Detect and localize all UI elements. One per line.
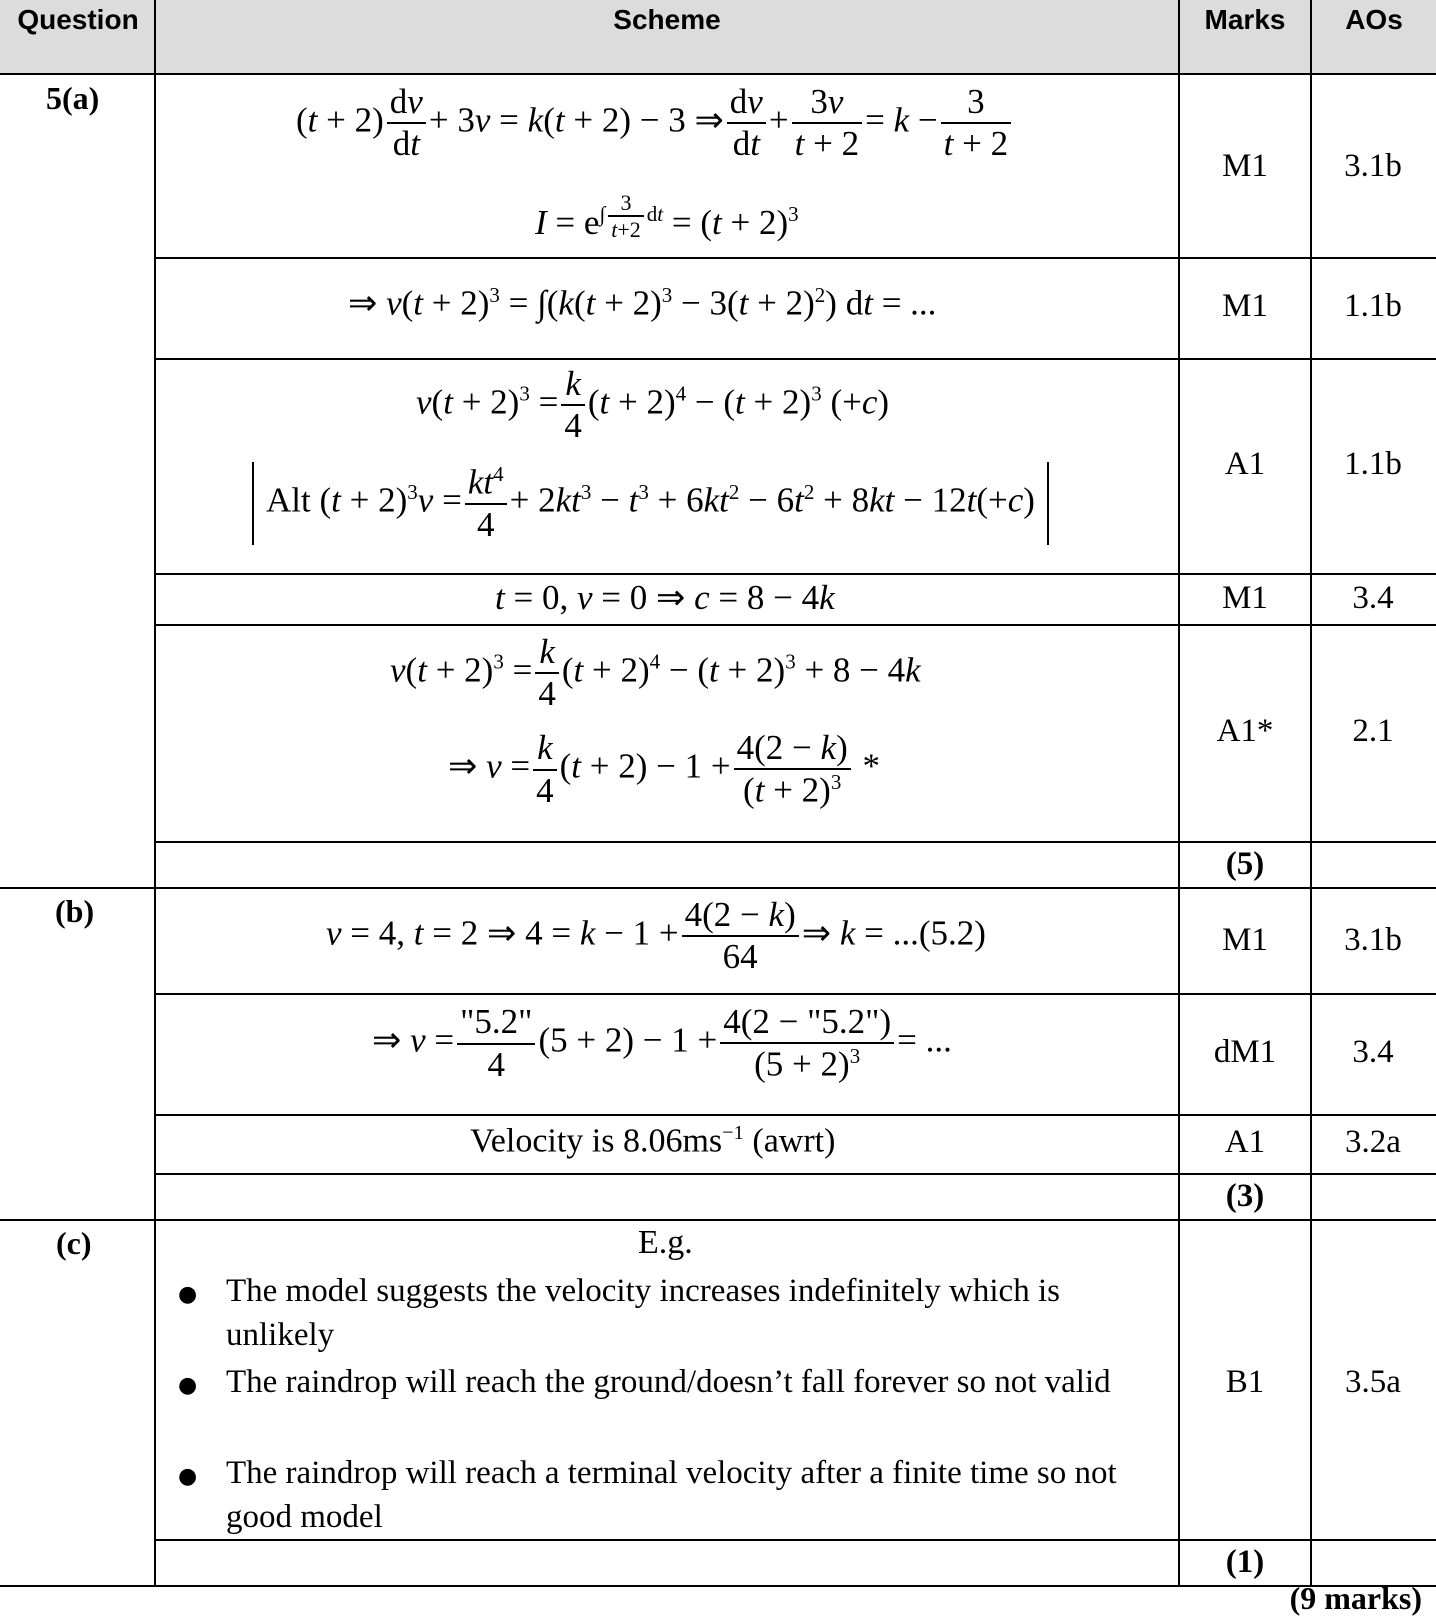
grid-line: [154, 1539, 1436, 1541]
equation-a4: t = 0, v = 0 ⇒ c = 8 − 4k: [495, 578, 835, 617]
equation-a3-line1: $v(t + 2)^3$ = $\frac{k}{4}$ $(t + 2)^4 - (t + 2)^3$ (+c): [416, 364, 890, 446]
subtotal-c: (1): [1225, 1544, 1265, 1580]
grid-line: [154, 993, 1436, 995]
equation-b2: ⇒ v = $\frac{"5.2"}{4}$ (5 + 2) − 1 + $\frac{4(2 - "5.2")}{(5 + 2)^3}$ = ...: [372, 1002, 952, 1084]
bullet-icon: ●: [178, 1282, 198, 1307]
grid-line: [154, 0, 156, 1586]
header-question: Question: [0, 0, 156, 74]
equation-a5-line2: ⇒ v = $\frac{k}{4}$ (t + 2) − 1 + $\frac{4(2 - k)}{(t + 2)^3}$ *: [448, 728, 880, 810]
ao-a-row4: 3.4: [1352, 580, 1394, 616]
mark-a-row5: A1*: [1216, 713, 1274, 749]
velocity-note: (awrt): [743, 1122, 836, 1160]
grid-line: [0, 1585, 1436, 1587]
velocity-result: [470, 1122, 835, 1160]
question-label-5a: 5(a): [46, 80, 100, 116]
equation-a3-alt: Alt $(t + 2)^3v$ = $\frac{kt^4}{4}$ + $2kt^3 - t^3 + 6kt^2 - 6t^2 + 8kt - 12t(+c)$: [252, 462, 1049, 545]
grid-line: [0, 1219, 1436, 1221]
mark-b-row2: dM1: [1213, 1034, 1277, 1070]
grid-line: [1310, 0, 1312, 1586]
mark-a-row2: M1: [1222, 288, 1268, 324]
subtotal-b: (3): [1225, 1178, 1265, 1214]
grid-line: [154, 1114, 1436, 1116]
question-label-b: (b): [55, 893, 95, 929]
velocity-text: Velocity is 8.06ms: [470, 1122, 723, 1160]
ao-b-row2: 3.4: [1352, 1034, 1394, 1070]
grid-line: [1178, 0, 1180, 1586]
header-marks: Marks: [1180, 0, 1310, 74]
grid-line: [0, 887, 1436, 889]
bullet-text: The model suggests the velocity increases indefinitely which is unlikely: [226, 1273, 1060, 1353]
subtotal-a: (5): [1225, 846, 1265, 882]
bullet-text: The raindrop will reach a terminal velocity after a finite time so not good model: [226, 1455, 1117, 1535]
equation-b1: v = 4, t = 2 ⇒ 4 = k − 1 + $\frac{4(2 - k)}{64}$ ⇒ k = ...(5.2): [326, 895, 986, 977]
question-label-c: (c): [56, 1225, 92, 1261]
grid-line: [154, 573, 1436, 575]
ao-a-row5: 2.1: [1352, 713, 1394, 749]
mark-c-row1: B1: [1225, 1364, 1265, 1400]
ao-c-row1: 3.5a: [1345, 1364, 1401, 1400]
grid-line: [154, 841, 1436, 843]
equation-a1-line2: $I = e^{\int \frac{3}{t+2} dt} = (t + 2)^3$: [535, 190, 799, 243]
mark-a-row4: M1: [1222, 580, 1268, 616]
grid-line: [154, 257, 1436, 259]
ao-b-row1: 3.1b: [1344, 922, 1402, 958]
ao-a-row1: 3.1b: [1344, 148, 1402, 184]
grid-line: [154, 358, 1436, 360]
header-scheme: Scheme: [156, 0, 1178, 74]
equation-a5-line1: $v(t + 2)^3$ = $\frac{k}{4}$ $(t + 2)^4 - (t + 2)^3 + 8 - 4k$: [390, 632, 921, 714]
grid-line: [0, 73, 1436, 75]
header-aos: AOs: [1312, 0, 1436, 74]
velocity-exponent: −1: [722, 1122, 744, 1144]
ao-a-row2: 1.1b: [1344, 288, 1402, 324]
mark-a-row1: M1: [1222, 148, 1268, 184]
bullet-text: The raindrop will reach the ground/doesn’t fall forever so not valid: [226, 1364, 1111, 1400]
mark-b-row3: A1: [1224, 1124, 1266, 1160]
mark-a-row3: A1: [1224, 446, 1266, 482]
equation-a1-line1: (t + 2) $\frac{dv}{dt}$ + 3v = k(t + 2) − 3 ⇒ $\frac{dv}{dt}$ + $\frac{3v}{t + 2}$ = k − $\frac{3}{t + 2}$: [296, 82, 1014, 165]
bullet-icon: ●: [178, 1464, 198, 1489]
grid-line: [154, 1173, 1436, 1175]
total-marks: (9 marks): [1289, 1580, 1422, 1616]
bullet-icon: ●: [178, 1373, 198, 1398]
mark-b-row1: M1: [1222, 922, 1268, 958]
equation-a2: ⇒ $v(t + 2)^3 = \int(k(t + 2)^3 - 3(t + 2)^2)$ dt = ...: [348, 283, 937, 323]
ao-a-row3: 1.1b: [1344, 446, 1402, 482]
ao-b-row3: 3.2a: [1345, 1124, 1401, 1160]
grid-line: [154, 624, 1436, 626]
eg-label: E.g.: [638, 1224, 693, 1261]
